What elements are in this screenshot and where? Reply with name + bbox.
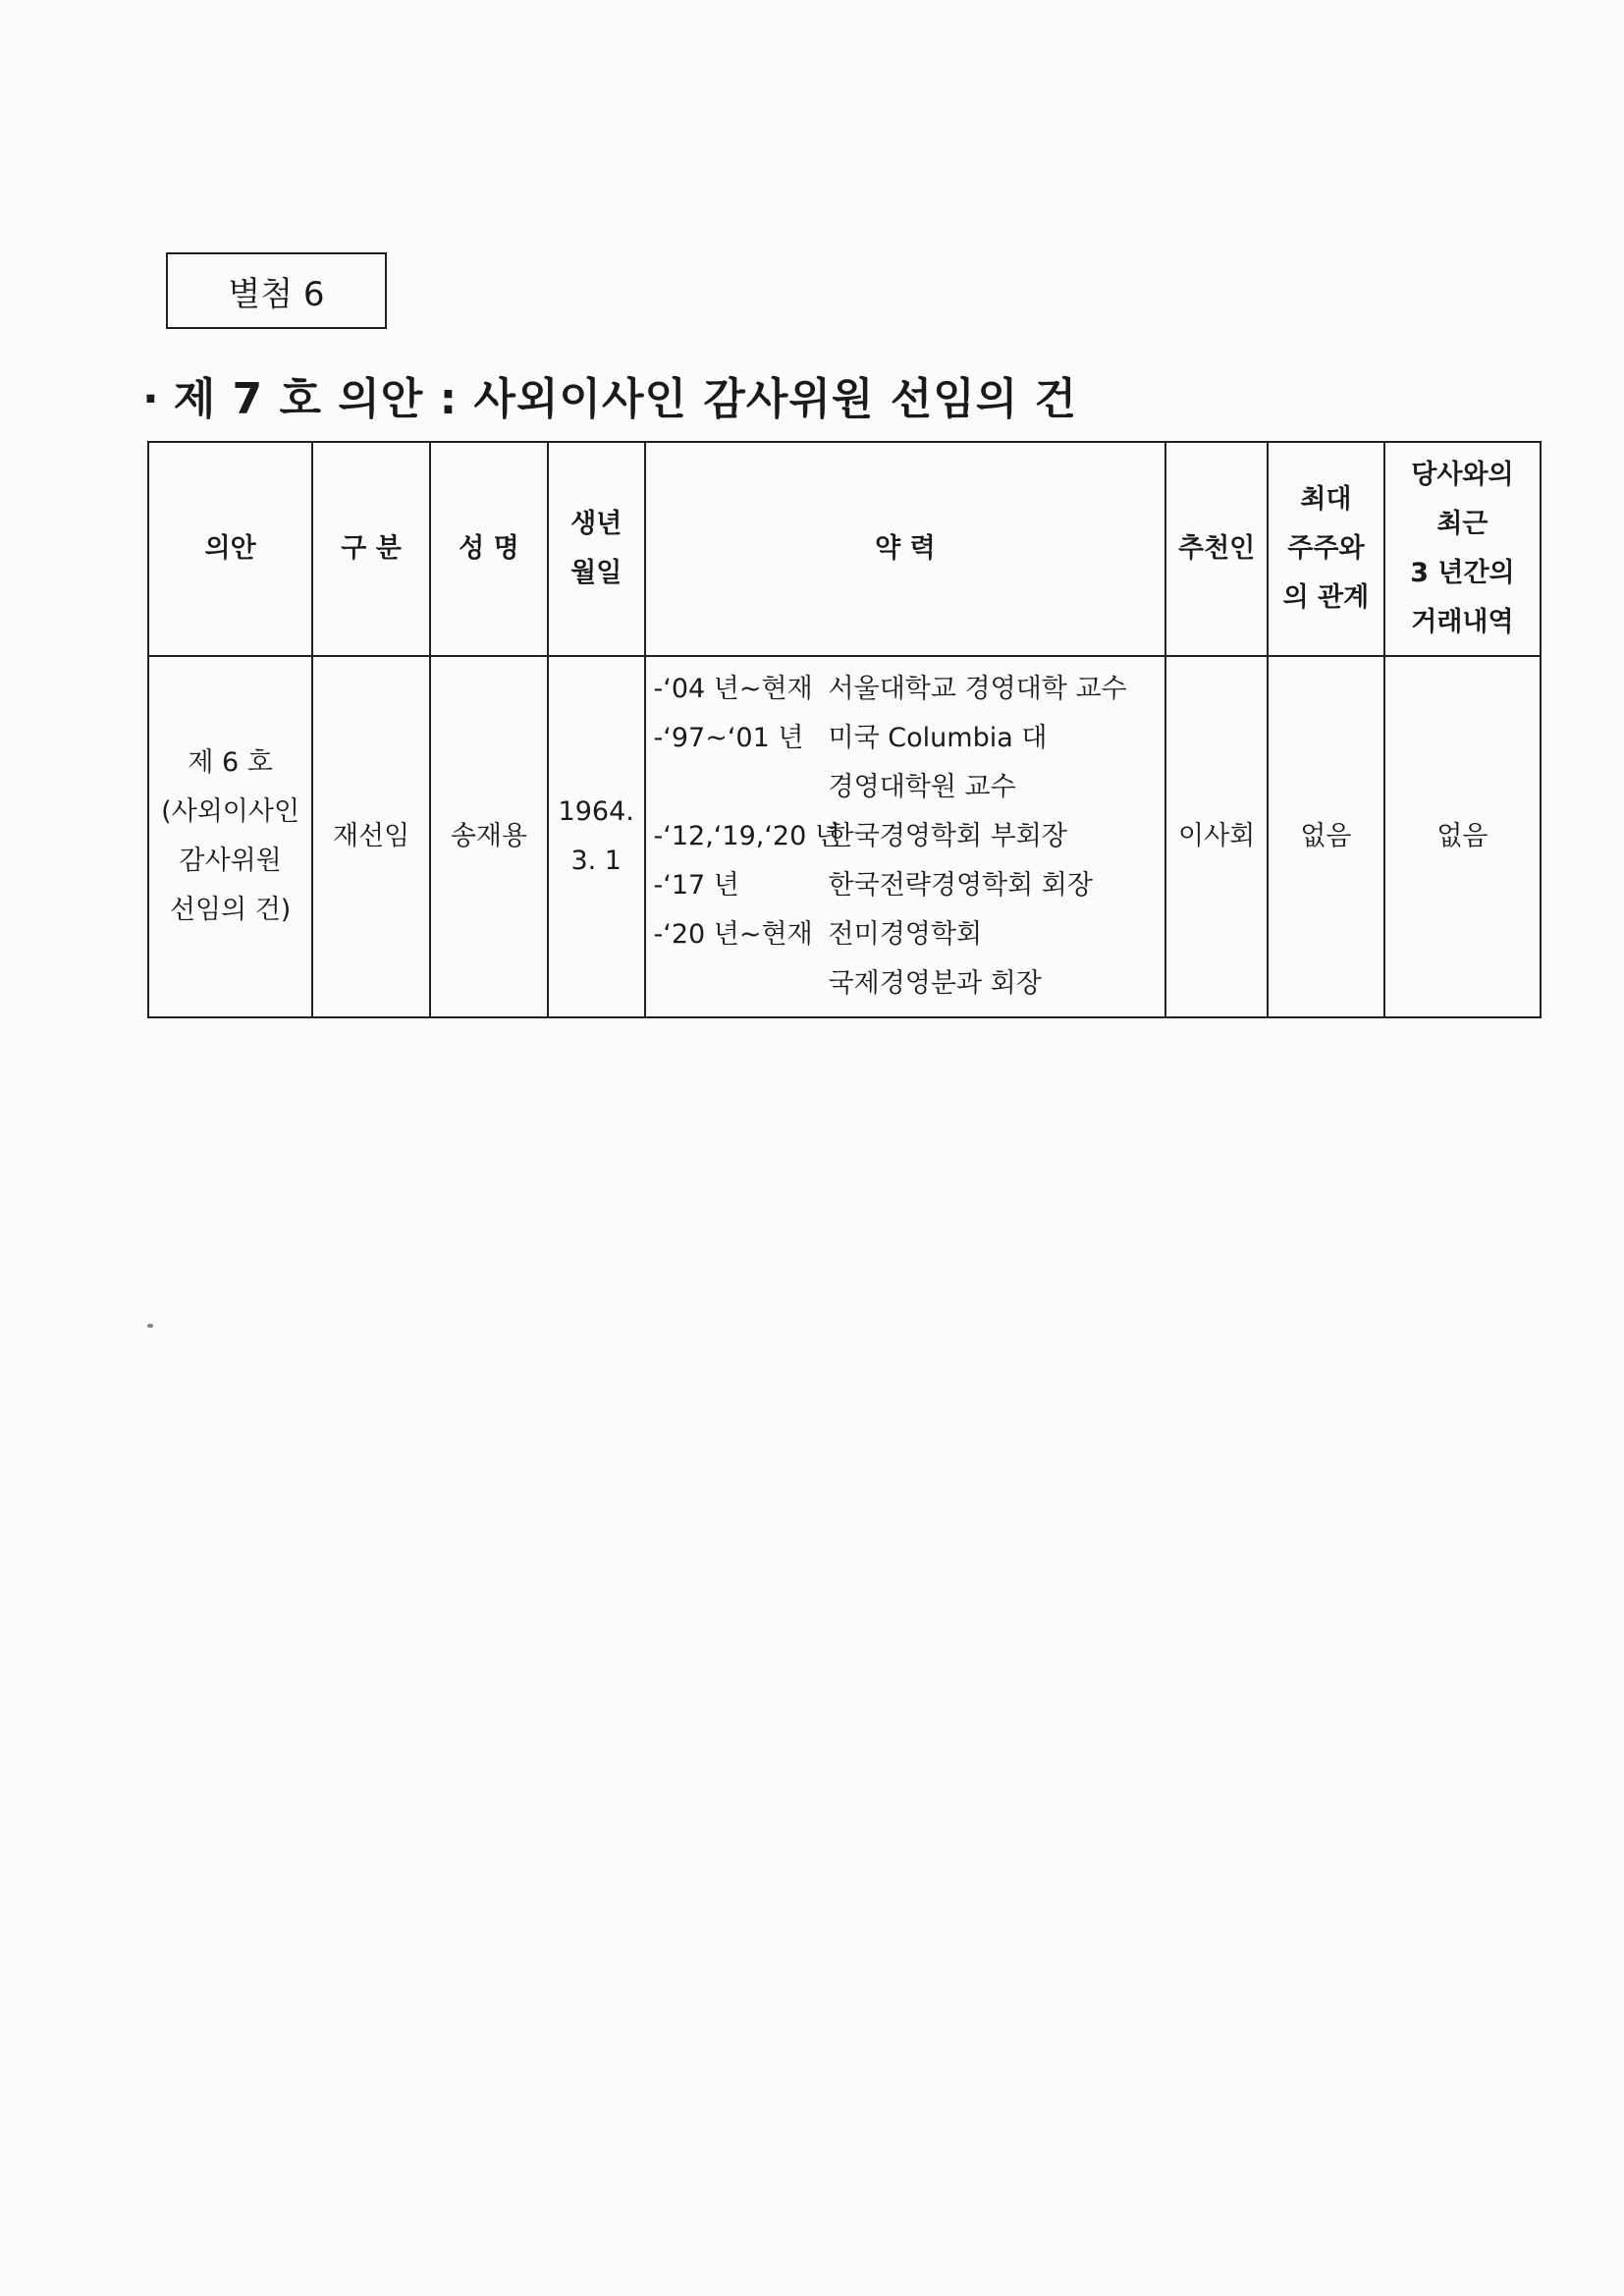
header-recommender: 추천인 [1165,442,1268,656]
cell-career [645,656,1166,1017]
cell-name: 송재용 [430,656,548,1017]
agenda-title-text: 제 7 호 의안 : 사외이사인 감사위원 선임의 건 [173,374,1078,424]
header-birth: 생년 월일 [548,442,645,656]
cell-agenda: 제 6 호 (사외이사인 감사위원 선임의 건) [148,656,312,1017]
table-row [148,656,1541,1017]
agenda-title [142,363,1077,426]
header-category: 구 분 [312,442,430,656]
scan-speck [147,1324,153,1328]
header-transactions: 당사와의 최근 3 년간의 거래내역 [1384,442,1541,656]
header-relation: 최대 주주와 의 관계 [1268,442,1384,656]
cell-birth: 1964. 3. 1 [548,656,645,1017]
cell-category: 재선임 [312,656,430,1017]
table-header-row [148,442,1541,656]
career-line: -‘97~‘01 년 미국 Columbia 대 [653,723,1048,753]
attachment-label-box [166,252,387,329]
cell-recommender: 이사회 [1165,656,1268,1017]
cell-relation: 없음 [1268,656,1384,1017]
header-name: 성 명 [430,442,548,656]
header-agenda: 의안 [148,442,312,656]
career-line: -‘17 년 한국전략경영학회 회장 [653,870,1093,901]
career-line: 경영대학원 교수 [828,772,1016,802]
cell-transactions: 없음 [1384,656,1541,1017]
career-line: 국제경영분과 회장 [828,968,1042,999]
attachment-label: 별첨 6 [228,274,325,314]
header-career: 약 력 [645,442,1166,656]
title-bullet: · [142,374,160,424]
career-line: -‘04 년~현재 서울대학교 경영대학 교수 [653,674,1127,704]
candidate-table [147,441,1542,1018]
career-line: -‘12,‘19,‘20 년 한국경영학회 부회장 [653,821,1067,851]
career-line: -‘20 년~현재 전미경영학회 [653,919,983,950]
